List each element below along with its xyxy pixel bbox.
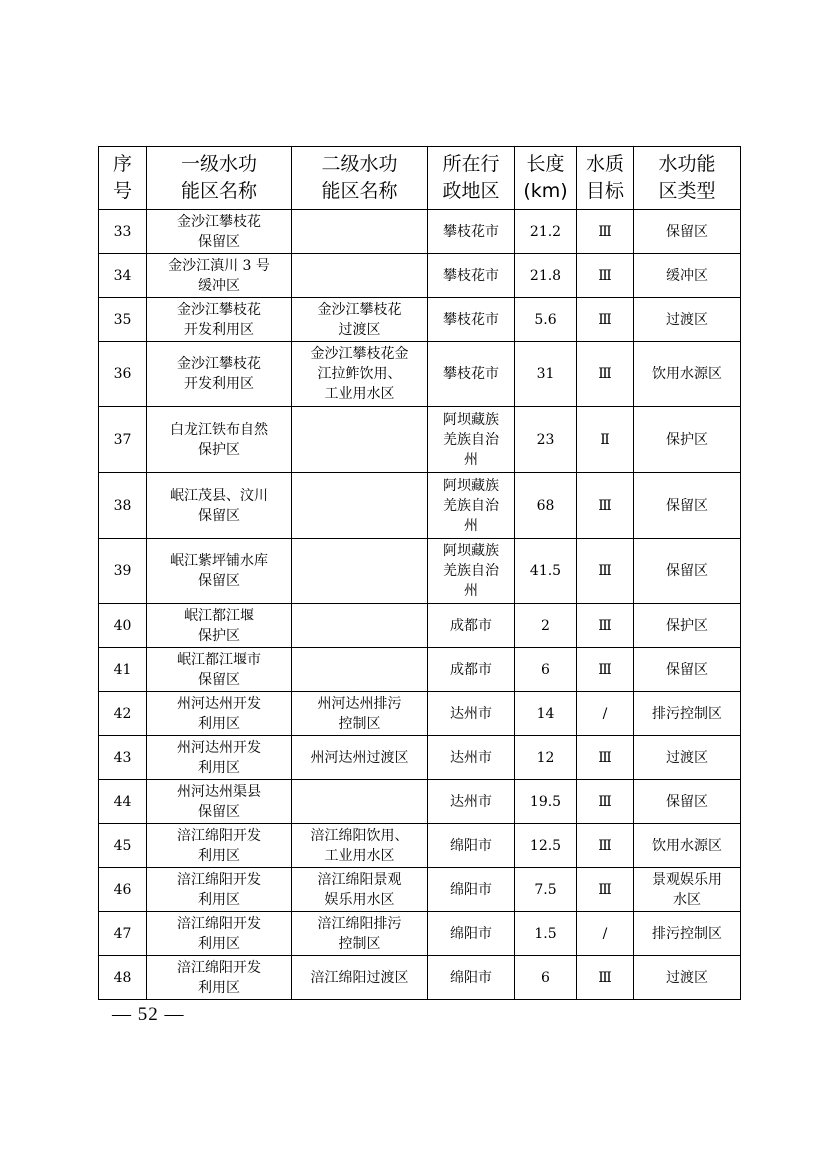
cell-secondary-zone-line: 娱乐用水区 — [324, 891, 395, 908]
cell-serial: 44 — [99, 780, 147, 824]
cell-region-line: 州 — [464, 583, 478, 599]
cell-primary-zone-line: 金沙江攀枝花 — [177, 356, 261, 372]
cell-secondary-zone — [292, 780, 428, 824]
cell-quality: Ⅲ — [577, 342, 634, 407]
cell-secondary-zone-line: 江拉鲊饮用、 — [317, 366, 402, 382]
cell-quality: Ⅲ — [577, 868, 634, 912]
table-row — [99, 956, 741, 1000]
cell-secondary-zone — [292, 868, 428, 912]
cell-region-line: 州 — [464, 517, 478, 534]
cell-primary-zone — [147, 780, 292, 824]
cell-primary-zone-line: 开发利用区 — [184, 321, 254, 338]
cell-primary-zone-line: 涪江绵阳开发 — [177, 871, 261, 888]
cell-primary-zone-line: 州河达州开发 — [177, 695, 261, 712]
cell-zone-type — [634, 407, 741, 473]
cell-zone-type — [634, 780, 741, 824]
cell-serial: 33 — [99, 210, 147, 254]
cell-zone-type-line: 缓冲区 — [666, 267, 708, 284]
cell-secondary-zone-line: 金沙江攀枝花 — [317, 301, 402, 318]
cell-secondary-zone — [292, 648, 428, 692]
cell-secondary-zone — [292, 912, 428, 956]
cell-region — [428, 254, 515, 298]
cell-primary-zone-line: 保留区 — [198, 507, 240, 524]
cell-primary-zone-line: 缓冲区 — [198, 277, 240, 294]
header-region: 所在行 政地区 — [428, 147, 515, 210]
cell-length: 21.8 — [515, 254, 577, 298]
cell-length: 41.5 — [515, 539, 577, 604]
cell-primary-zone-line: 涪江绵阳开发 — [177, 827, 261, 844]
cell-primary-zone-line: 利用区 — [198, 979, 240, 996]
cell-primary-zone-line: 保留区 — [198, 233, 240, 250]
cell-primary-zone — [147, 473, 292, 539]
cell-length: 68 — [515, 473, 577, 539]
cell-primary-zone — [147, 407, 292, 473]
cell-quality: Ⅲ — [577, 824, 634, 868]
cell-zone-type — [634, 473, 741, 539]
cell-region-line: 攀枝花市 — [443, 223, 499, 240]
cell-region-line: 羌族自治 — [443, 497, 499, 514]
cell-primary-zone — [147, 254, 292, 298]
cell-region-line: 绵阳市 — [450, 837, 492, 854]
cell-primary-zone — [147, 342, 292, 407]
cell-zone-type-line: 过渡区 — [666, 749, 708, 766]
cell-secondary-zone-line: 工业用水区 — [324, 847, 395, 864]
cell-primary-zone-line: 保留区 — [198, 573, 240, 589]
table-header-row — [99, 147, 741, 210]
table-row — [99, 254, 741, 298]
cell-region-line: 羌族自治 — [443, 563, 499, 579]
cell-zone-type-line: 保护区 — [666, 431, 708, 448]
cell-primary-zone — [147, 604, 292, 648]
cell-serial: 47 — [99, 912, 147, 956]
cell-length: 5.6 — [515, 298, 577, 342]
cell-quality: Ⅲ — [577, 780, 634, 824]
table-row — [99, 780, 741, 824]
header-quality: 水质 目标 — [577, 147, 634, 210]
cell-region — [428, 824, 515, 868]
cell-region-line: 绵阳市 — [450, 925, 492, 942]
cell-primary-zone-line: 涪江绵阳开发 — [177, 915, 261, 932]
cell-zone-type-line: 过渡区 — [666, 311, 708, 328]
cell-primary-zone — [147, 824, 292, 868]
cell-serial: 38 — [99, 473, 147, 539]
cell-primary-zone-line: 开发利用区 — [184, 376, 254, 392]
cell-length: 21.2 — [515, 210, 577, 254]
cell-primary-zone-line: 利用区 — [198, 759, 240, 776]
cell-zone-type-line: 排污控制区 — [652, 705, 722, 722]
cell-length: 7.5 — [515, 868, 577, 912]
cell-zone-type — [634, 692, 741, 736]
cell-quality: Ⅱ — [577, 407, 634, 473]
cell-serial: 34 — [99, 254, 147, 298]
cell-region — [428, 736, 515, 780]
cell-zone-type-line: 饮用水源区 — [652, 366, 722, 382]
cell-zone-type-line: 水区 — [673, 891, 701, 908]
cell-zone-type-line: 饮用水源区 — [652, 837, 722, 854]
cell-region — [428, 210, 515, 254]
header-primary-zone: 一级水功 能区名称 — [147, 147, 292, 210]
cell-primary-zone-line: 州河达州渠县 — [177, 783, 261, 800]
water-function-zone-table — [98, 146, 741, 1000]
cell-region-line: 绵阳市 — [450, 969, 492, 986]
cell-region — [428, 407, 515, 473]
cell-primary-zone-line: 利用区 — [198, 715, 240, 732]
cell-region — [428, 648, 515, 692]
cell-region-line: 绵阳市 — [450, 881, 492, 898]
cell-serial: 40 — [99, 604, 147, 648]
table-body — [99, 210, 741, 1000]
cell-length: 6 — [515, 648, 577, 692]
cell-primary-zone — [147, 210, 292, 254]
cell-serial: 48 — [99, 956, 147, 1000]
cell-secondary-zone — [292, 824, 428, 868]
cell-region — [428, 473, 515, 539]
cell-primary-zone — [147, 956, 292, 1000]
cell-primary-zone — [147, 692, 292, 736]
cell-secondary-zone-line: 涪江绵阳排污 — [317, 915, 402, 932]
cell-length: 14 — [515, 692, 577, 736]
cell-zone-type-line: 保留区 — [666, 223, 708, 240]
page-number: — 52 — — [112, 1004, 185, 1025]
table-row — [99, 342, 741, 407]
cell-quality: Ⅲ — [577, 473, 634, 539]
cell-primary-zone — [147, 648, 292, 692]
cell-region — [428, 342, 515, 407]
cell-region-line: 羌族自治 — [443, 431, 499, 448]
cell-length: 19.5 — [515, 780, 577, 824]
table-row — [99, 298, 741, 342]
table-row — [99, 407, 741, 473]
table-row — [99, 824, 741, 868]
cell-region-line: 达州市 — [450, 793, 492, 810]
table-row — [99, 736, 741, 780]
cell-secondary-zone-line: 控制区 — [338, 715, 381, 732]
cell-secondary-zone-line: 控制区 — [338, 935, 381, 952]
cell-region — [428, 604, 515, 648]
cell-primary-zone-line: 岷江都江堰市 — [177, 651, 261, 668]
cell-region — [428, 692, 515, 736]
cell-secondary-zone-line: 涪江绵阳饮用、 — [310, 827, 409, 844]
cell-primary-zone-line: 金沙江攀枝花 — [177, 213, 261, 230]
cell-serial: 36 — [99, 342, 147, 407]
cell-length: 31 — [515, 342, 577, 407]
cell-secondary-zone-line: 涪江绵阳景观 — [317, 871, 402, 888]
cell-region-line: 达州市 — [450, 705, 492, 722]
cell-quality: Ⅲ — [577, 956, 634, 1000]
cell-secondary-zone — [292, 604, 428, 648]
cell-zone-type — [634, 298, 741, 342]
table-row — [99, 868, 741, 912]
cell-region-line: 攀枝花市 — [443, 267, 499, 284]
cell-serial: 41 — [99, 648, 147, 692]
cell-secondary-zone — [292, 692, 428, 736]
cell-primary-zone-line: 州河达州开发 — [177, 739, 261, 756]
cell-primary-zone-line: 保留区 — [198, 671, 240, 688]
cell-region — [428, 868, 515, 912]
cell-length: 12 — [515, 736, 577, 780]
cell-zone-type-line: 保留区 — [666, 793, 708, 810]
cell-zone-type — [634, 210, 741, 254]
cell-secondary-zone — [292, 407, 428, 473]
cell-zone-type — [634, 254, 741, 298]
cell-region-line: 成都市 — [450, 617, 492, 634]
cell-secondary-zone — [292, 736, 428, 780]
cell-primary-zone-line: 金沙江滇川 3 号 — [168, 257, 270, 274]
cell-primary-zone-line: 保留区 — [198, 803, 240, 820]
cell-length: 23 — [515, 407, 577, 473]
table-row — [99, 648, 741, 692]
cell-primary-zone-line: 岷江都江堰 — [184, 607, 254, 624]
cell-region-line: 阿坝藏族 — [443, 543, 499, 559]
cell-primary-zone-line: 白龙江铁布自然 — [170, 421, 268, 438]
cell-zone-type — [634, 604, 741, 648]
cell-primary-zone-line: 利用区 — [198, 935, 240, 952]
cell-secondary-zone-line: 金沙江攀枝花金 — [310, 346, 409, 362]
cell-secondary-zone-line: 过渡区 — [338, 321, 381, 338]
table-row — [99, 473, 741, 539]
cell-region-line: 达州市 — [450, 749, 492, 766]
cell-region-line: 阿坝藏族 — [443, 477, 499, 494]
cell-secondary-zone — [292, 956, 428, 1000]
cell-zone-type — [634, 956, 741, 1000]
cell-region-line: 攀枝花市 — [443, 366, 499, 382]
cell-quality: Ⅲ — [577, 210, 634, 254]
cell-region — [428, 780, 515, 824]
cell-secondary-zone — [292, 254, 428, 298]
cell-quality: Ⅲ — [577, 736, 634, 780]
cell-secondary-zone — [292, 473, 428, 539]
cell-serial: 37 — [99, 407, 147, 473]
cell-secondary-zone-line: 工业用水区 — [324, 386, 395, 402]
cell-primary-zone-line: 金沙江攀枝花 — [177, 301, 261, 318]
cell-quality: Ⅲ — [577, 254, 634, 298]
cell-quality: Ⅲ — [577, 539, 634, 604]
cell-region-line: 阿坝藏族 — [443, 411, 499, 428]
cell-zone-type-line: 过渡区 — [666, 969, 708, 986]
cell-primary-zone-line: 保护区 — [198, 441, 240, 458]
cell-primary-zone-line: 保护区 — [198, 627, 240, 644]
cell-secondary-zone-line: 州河达州排污 — [317, 695, 402, 712]
cell-length: 2 — [515, 604, 577, 648]
header-length: 长度 (km) — [515, 147, 577, 210]
cell-serial: 35 — [99, 298, 147, 342]
cell-region — [428, 956, 515, 1000]
cell-primary-zone-line: 涪江绵阳开发 — [177, 959, 261, 976]
cell-zone-type-line: 保护区 — [666, 617, 708, 634]
cell-serial: 45 — [99, 824, 147, 868]
cell-region-line: 成都市 — [450, 661, 492, 678]
cell-primary-zone — [147, 912, 292, 956]
cell-primary-zone-line: 岷江紫坪铺水库 — [170, 553, 268, 569]
cell-zone-type — [634, 539, 741, 604]
table-row — [99, 539, 741, 604]
cell-primary-zone — [147, 868, 292, 912]
cell-length: 12.5 — [515, 824, 577, 868]
cell-zone-type — [634, 912, 741, 956]
header-secondary-zone: 二级水功 能区名称 — [292, 147, 428, 210]
cell-region-line: 州 — [464, 451, 478, 468]
table-row — [99, 604, 741, 648]
cell-length: 6 — [515, 956, 577, 1000]
cell-zone-type-line: 保留区 — [666, 661, 708, 678]
cell-primary-zone — [147, 539, 292, 604]
cell-zone-type-line: 保留区 — [666, 497, 708, 514]
cell-quality: / — [577, 912, 634, 956]
cell-zone-type-line: 保留区 — [666, 563, 708, 579]
cell-serial: 39 — [99, 539, 147, 604]
cell-zone-type-line: 排污控制区 — [652, 925, 722, 942]
cell-secondary-zone — [292, 298, 428, 342]
cell-zone-type — [634, 648, 741, 692]
cell-zone-type — [634, 868, 741, 912]
table-row — [99, 692, 741, 736]
cell-zone-type — [634, 342, 741, 407]
cell-serial: 42 — [99, 692, 147, 736]
cell-primary-zone — [147, 736, 292, 780]
cell-secondary-zone-line: 涪江绵阳过渡区 — [310, 969, 409, 986]
cell-quality: Ⅲ — [577, 604, 634, 648]
cell-secondary-zone — [292, 539, 428, 604]
cell-region — [428, 298, 515, 342]
cell-region — [428, 539, 515, 604]
cell-secondary-zone-line: 州河达州过渡区 — [310, 749, 409, 766]
cell-quality: Ⅲ — [577, 648, 634, 692]
cell-zone-type-line: 景观娱乐用 — [652, 871, 722, 888]
cell-primary-zone-line: 利用区 — [198, 891, 240, 908]
header-serial: 序 号 — [99, 147, 147, 210]
cell-region-line: 攀枝花市 — [443, 311, 499, 328]
cell-zone-type — [634, 824, 741, 868]
table-row — [99, 210, 741, 254]
header-zone-type: 水功能 区类型 — [634, 147, 741, 210]
cell-serial: 46 — [99, 868, 147, 912]
cell-serial: 43 — [99, 736, 147, 780]
cell-primary-zone — [147, 298, 292, 342]
cell-zone-type — [634, 736, 741, 780]
cell-primary-zone-line: 岷江茂县、汶川 — [170, 487, 268, 504]
cell-length: 1.5 — [515, 912, 577, 956]
table-row — [99, 912, 741, 956]
cell-quality: Ⅲ — [577, 298, 634, 342]
cell-primary-zone-line: 利用区 — [198, 847, 240, 864]
cell-region — [428, 912, 515, 956]
cell-secondary-zone — [292, 342, 428, 407]
cell-secondary-zone — [292, 210, 428, 254]
cell-quality: / — [577, 692, 634, 736]
